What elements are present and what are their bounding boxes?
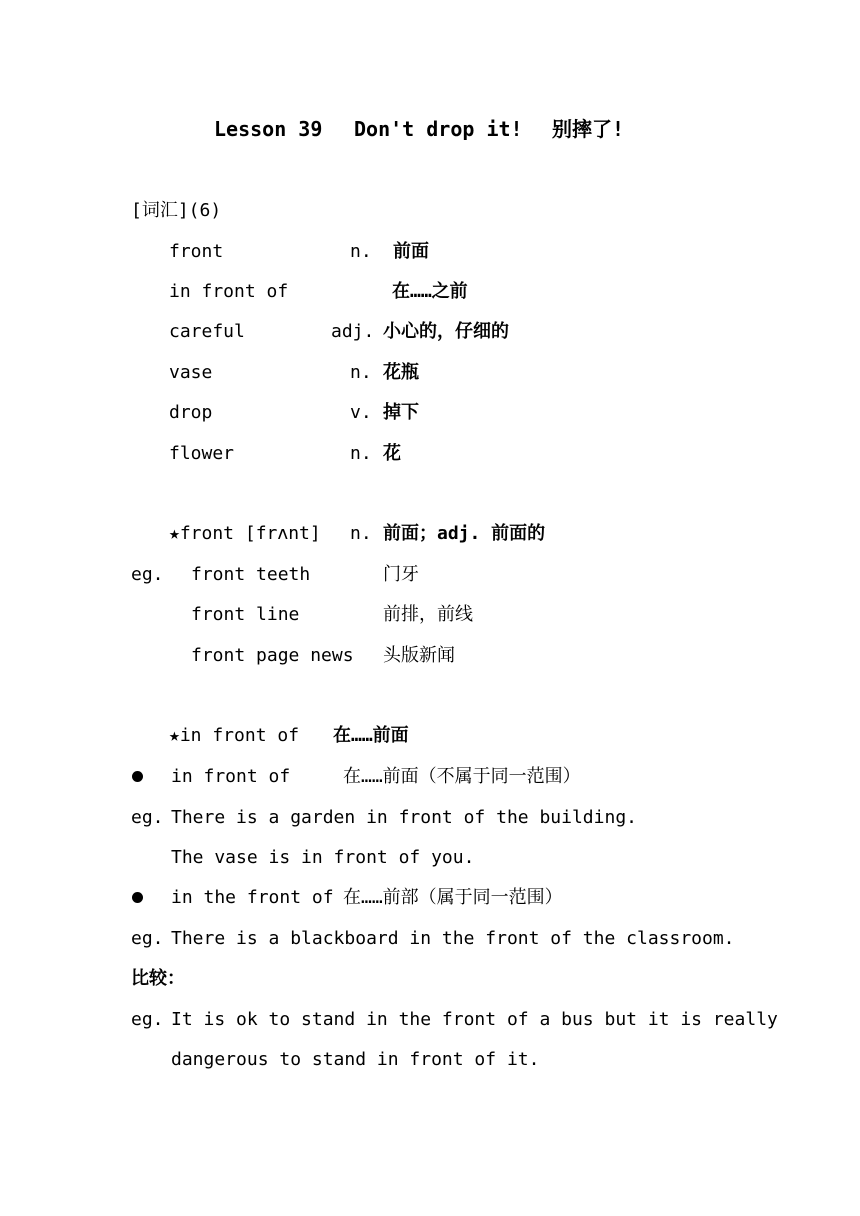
lesson-number: Lesson 39: [214, 117, 323, 141]
bullet-term: in the front of: [171, 887, 334, 908]
example-sentence: There is a blackboard in the front of the classroom.: [171, 928, 735, 949]
vocab-word: front: [169, 241, 224, 262]
vocab-word: in front of: [169, 281, 289, 302]
vocab-word: drop: [169, 402, 213, 423]
compare-label: 比较：: [131, 968, 185, 989]
front-heading-meaning: 前面；adj. 前面的: [383, 523, 546, 544]
example-sentence: dangerous to stand in front of it.: [171, 1049, 540, 1070]
vocab-pos: v.: [350, 402, 372, 423]
example-en: front line: [191, 604, 300, 625]
eg-label: eg.: [131, 928, 164, 949]
lesson-title-english: Don't drop it!: [354, 117, 523, 141]
vocab-pos: n.: [350, 241, 372, 262]
front-heading-pos: n.: [350, 523, 372, 544]
eg-label: eg.: [131, 564, 164, 585]
example-zh: 头版新闻: [383, 645, 455, 666]
vocab-meaning: 前面: [393, 241, 429, 262]
example-zh: 门牙: [383, 564, 419, 585]
infront-heading: ★in front of: [169, 725, 300, 746]
vocab-meaning: 花瓶: [383, 362, 419, 383]
bullet-icon: [132, 892, 143, 903]
vocab-pos: adj.: [331, 321, 375, 342]
example-zh: 前排，前线: [383, 604, 473, 625]
vocab-meaning: 在……之前: [392, 281, 468, 302]
vocab-pos: n.: [350, 362, 372, 383]
front-heading: ★front [frʌnt]: [169, 523, 321, 544]
vocab-word: careful: [169, 321, 245, 342]
vocab-meaning: 花: [383, 443, 401, 464]
example-sentence: It is ok to stand in the front of a bus but it is really: [171, 1009, 778, 1030]
vocab-meaning: 小心的，仔细的: [383, 321, 509, 342]
vocab-meaning: 掉下: [383, 402, 419, 423]
vocab-header: [词汇](6): [131, 200, 222, 221]
bullet-meaning: 在……前面（不属于同一范围）: [343, 766, 581, 787]
example-en: front page news: [191, 645, 354, 666]
bullet-meaning: 在……前部（属于同一范围）: [343, 887, 563, 908]
bullet-icon: [132, 771, 143, 782]
vocab-pos: n.: [350, 443, 372, 464]
infront-heading-meaning: 在……前面: [333, 725, 409, 746]
bullet-term: in front of: [171, 766, 291, 787]
lesson-title-chinese: 别摔了!: [552, 117, 625, 141]
example-sentence: The vase is in front of you.: [171, 847, 475, 868]
vocab-word: flower: [169, 443, 235, 464]
example-sentence: There is a garden in front of the building.: [171, 807, 637, 828]
eg-label: eg.: [131, 1009, 164, 1030]
eg-label: eg.: [131, 807, 164, 828]
example-en: front teeth: [191, 564, 311, 585]
vocab-word: vase: [169, 362, 213, 383]
